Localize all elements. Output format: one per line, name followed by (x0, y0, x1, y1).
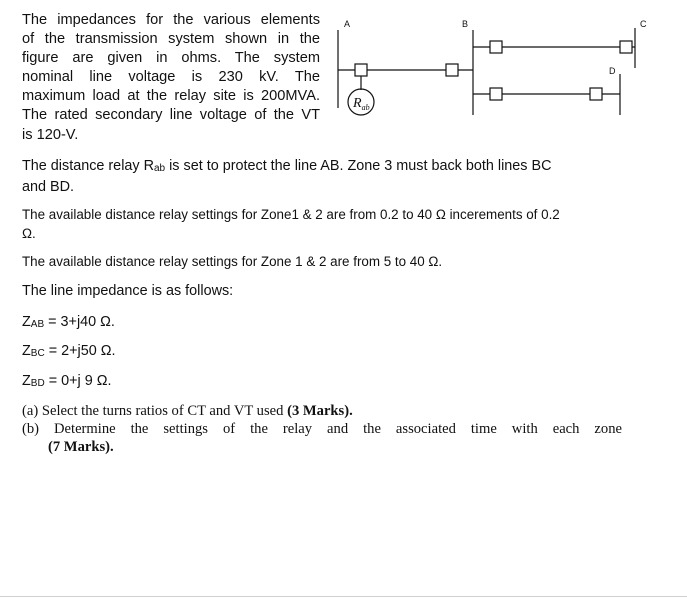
question-b-marks: (7 Marks). (48, 439, 114, 455)
breaker-bd (490, 88, 502, 100)
breaker-c (620, 41, 632, 53)
question-a-marks: (3 Marks). (287, 403, 353, 419)
bus-label-c: C (640, 19, 647, 29)
intro-line: figure are given in ohms. The system (22, 50, 320, 67)
intro-line: nominal line voltage is 230 kV. The (22, 69, 320, 86)
bus-label-d: D (609, 66, 616, 76)
page-bottom-border (0, 596, 687, 597)
settings-increment-paragraph: The available distance relay settings for Zone1 & 2 are from 0.2 to 40 Ω incerements of 0.2 Ω. (22, 207, 560, 241)
breaker-d (590, 88, 602, 100)
breaker-a (355, 64, 367, 76)
intro-line: The rated secondary line voltage of the VT (22, 107, 320, 124)
intro-line: of the transmission system shown in the (22, 31, 320, 48)
settings-range-paragraph: The available distance relay settings for Zone 1 & 2 are from 5 to 40 Ω. (22, 254, 443, 269)
impedance-bc: $Z_{BC} = 2+j50$ Ω. (22, 343, 116, 359)
bus-label-b: B (462, 19, 469, 29)
bus-label-a: A (344, 19, 351, 29)
transmission-system-diagram (330, 10, 670, 120)
questions-list (22, 402, 622, 456)
relay-label: $R_{ab}$ (353, 96, 370, 112)
impedance-bd: $Z_{BD} = 0+j$ 9 Ω. (22, 373, 112, 389)
relay-paragraph: The distance relay $R_{ab}$ is set to protect the line AB. Zone 3 must back both lines BC and BD. (22, 158, 552, 195)
line-impedance-heading: The line impedance is as follows: (22, 283, 234, 299)
intro-paragraph (22, 11, 320, 145)
breaker-bc (490, 41, 502, 53)
intro-line: is 120-V. (22, 126, 79, 143)
breaker-b-left (446, 64, 458, 76)
question-b: (b) Determine the settings of the relay and the associated time with each zone (7 Marks). (22, 421, 622, 455)
intro-line: The impedances for the various elements (22, 12, 320, 28)
intro-line: maximum load at the relay site is 200MVA. (22, 88, 320, 105)
impedance-ab: $Z_{AB} = 3+j40$ Ω. (22, 314, 115, 330)
question-a: (a) Select the turns ratios of CT and VT used (3 Marks). (22, 403, 353, 419)
